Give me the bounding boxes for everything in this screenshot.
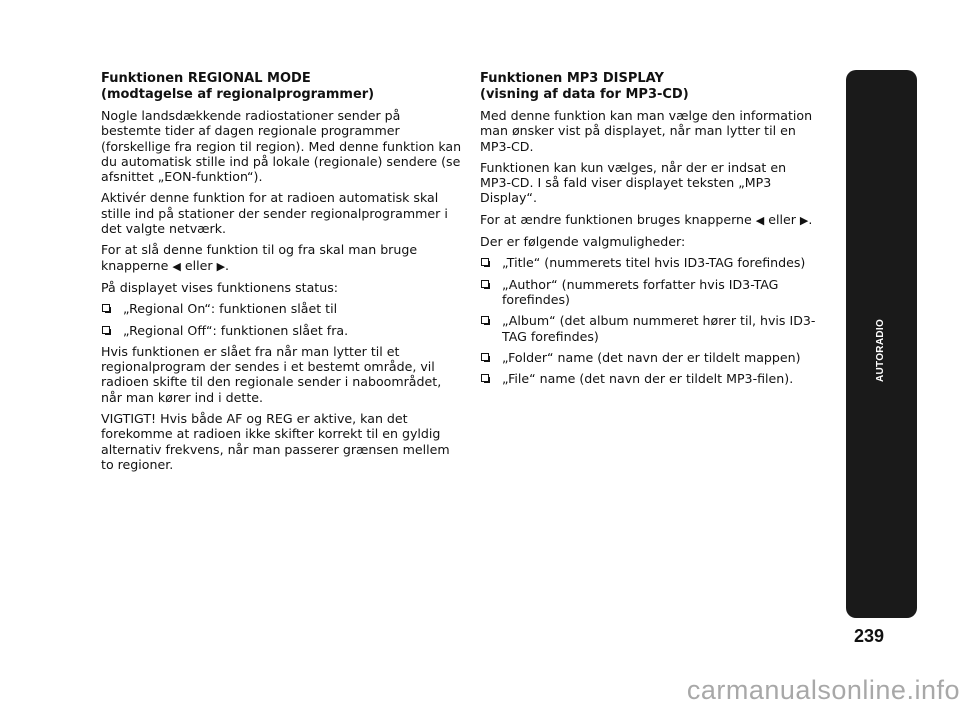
- list-item-text: „Regional Off“: funktionen slået fra.: [123, 322, 349, 338]
- text: For at ændre funktionen bruges knapperne: [480, 211, 756, 227]
- left-column: [101, 71, 463, 478]
- list-item: [101, 301, 463, 316]
- list-item-text: „Author“ (nummerets forfatter hvis ID3-TAG forefindes): [502, 276, 779, 307]
- text: .: [225, 257, 230, 273]
- list-item: [480, 371, 820, 386]
- paragraph: Med denne funktion kan man vælge den information man ønsker vist på displayet, når man lytter til en MP3-CD.: [480, 108, 813, 154]
- list-item-text: „Title“ (nummerets titel hvis ID3-TAG forefindes): [502, 255, 806, 271]
- list-item: [480, 255, 820, 270]
- list-item: [480, 350, 820, 365]
- heading-line: Funktionen REGIONAL MODE: [101, 71, 311, 86]
- left-arrow-icon: ◀: [172, 259, 181, 273]
- paragraph: På displayet vises funktionens status:: [101, 279, 339, 295]
- section-heading-mp3-display: [480, 71, 820, 102]
- text: eller: [180, 257, 217, 273]
- paragraph: Nogle landsdækkende radiostationer sender på bestemte tider af dagen regionale programmer (forskellige fra region til region). Med denne funktion kan du automatisk stille ind på lokale (regionale) sendere (se afsnittet „EON-funktion“).: [101, 108, 462, 185]
- paragraph: Aktivér denne funktion for at radioen automatisk skal stille ind på stationer der sender regionalprogrammer i det valgte netværk.: [101, 190, 448, 237]
- watermark: carmanualsonline.info: [686, 675, 960, 705]
- list-item-text: „Regional On“: funktionen slået til: [123, 301, 338, 317]
- right-arrow-icon: ▶: [799, 213, 809, 227]
- chapter-label-text: AUTORADIO: [875, 318, 887, 382]
- right-column: [480, 71, 820, 392]
- text: eller: [764, 211, 800, 227]
- right-arrow-icon: ▶: [216, 259, 226, 273]
- heading-subline: (modtagelse af regionalprogrammer): [101, 86, 375, 102]
- checkbox-bullet-icon: [481, 353, 489, 361]
- text: .: [808, 211, 813, 227]
- checkbox-bullet-icon: [481, 316, 489, 324]
- checkbox-bullet-icon: [481, 374, 489, 382]
- paragraph-buttons: [101, 242, 463, 274]
- checkbox-bullet-icon: [481, 258, 489, 266]
- paragraph-warning: VIGTIGT! Hvis både AF og REG er aktive, kan det forekomme at radioen ikke skifter korrekt til en gyldig alternativ frekvens, når man passerer grænsen mellem to regioner.: [101, 411, 450, 472]
- text: For at slå denne funktion til og fra skal man bruge knapperne: [101, 242, 418, 273]
- page-number: 239: [853, 626, 885, 646]
- list-item-text: „File“ name (det navn der er tildelt MP3-filen).: [502, 371, 794, 387]
- section-heading-regional-mode: [101, 71, 463, 102]
- paragraph: Der er følgende valgmuligheder:: [480, 234, 686, 250]
- list-item: [101, 323, 463, 338]
- chapter-label: [866, 320, 896, 380]
- list-item: [480, 277, 820, 308]
- left-arrow-icon: ◀: [755, 213, 765, 227]
- paragraph-buttons: [480, 212, 820, 228]
- checkbox-bullet-icon: [481, 280, 489, 288]
- list-item-text: „Folder“ name (det navn der er tildelt mappen): [502, 349, 801, 365]
- heading-subline: (visning af data for MP3-CD): [480, 86, 689, 102]
- paragraph: Funktionen kan kun vælges, når der er indsat en MP3-CD. I så fald viser displayet teksten „MP3 Display“.: [480, 159, 787, 206]
- list-item-text: „Album“ (det album nummeret hører til, hvis ID3-TAG forefindes): [502, 313, 816, 344]
- checkbox-bullet-icon: [102, 304, 110, 312]
- checkbox-bullet-icon: [102, 326, 110, 334]
- heading-line: Funktionen MP3 DISPLAY: [480, 71, 664, 86]
- paragraph: Hvis funktionen er slået fra når man lytter til et regionalprogram der sendes i et bestemt område, vil radioen skifte til den regionale sender i naboområdet, når man kører ind i dette.: [101, 343, 442, 405]
- list-item: [480, 313, 820, 344]
